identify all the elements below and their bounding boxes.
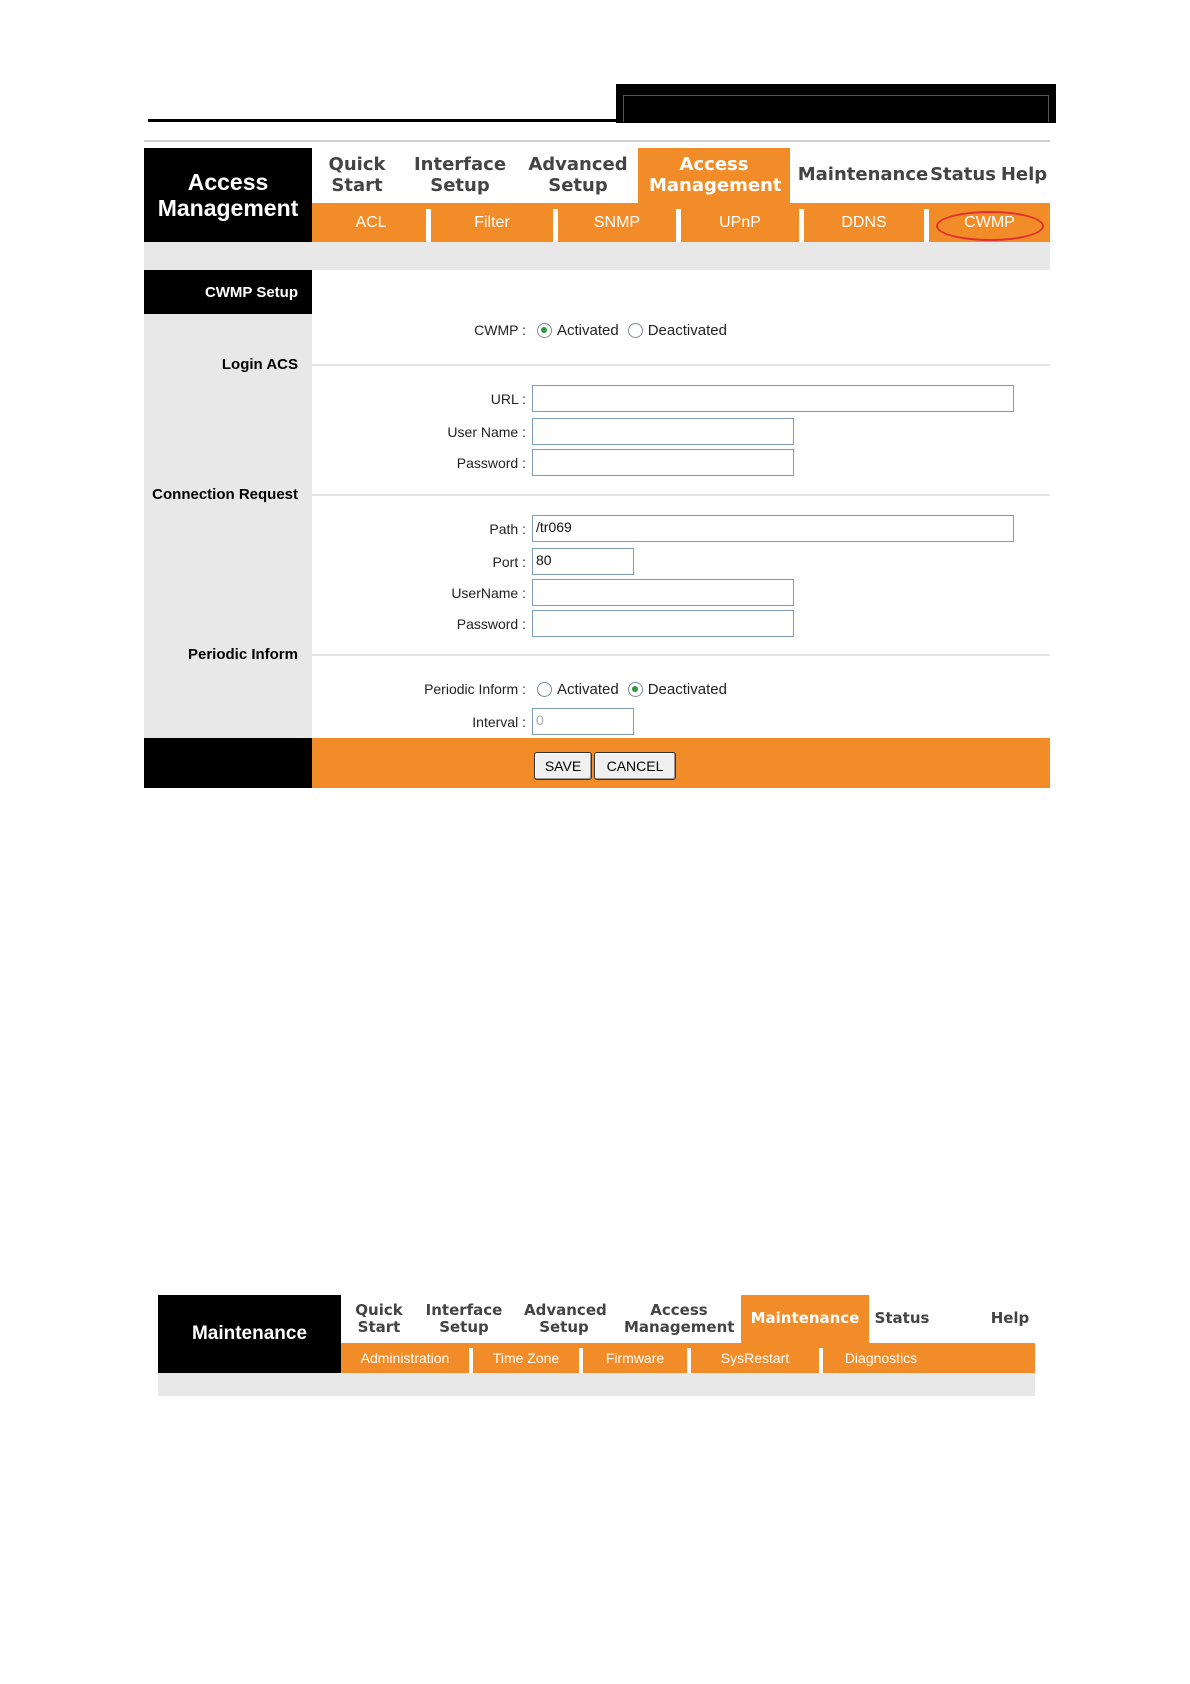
subtab2-time-zone-label: Time Zone <box>492 1350 560 1366</box>
periodic-deactivated-label: Deactivated <box>647 681 727 698</box>
tab-advanced-setup-label: Advanced Setup <box>528 153 628 196</box>
cwmp-activated-radio[interactable] <box>537 323 552 338</box>
port-input[interactable]: 80 <box>532 548 634 575</box>
page-title-text: CWMP Setup <box>204 283 298 301</box>
tab2-maintenance-label: Maintenance <box>750 1309 860 1328</box>
acs-password-input[interactable] <box>532 449 794 476</box>
page-header-rule <box>148 119 618 122</box>
path-label: Path : <box>489 521 526 537</box>
cancel-button[interactable]: CANCEL <box>594 752 676 780</box>
tab2-access-management-label: Access Management <box>624 1300 735 1336</box>
cwmp-deactivated-label: Deactivated <box>647 322 727 339</box>
subtab2-administration-label: Administration <box>360 1350 450 1366</box>
subtab-acl-label: ACL <box>355 213 387 231</box>
subtab-ddns[interactable] <box>804 203 924 242</box>
tab2-maintenance[interactable] <box>741 1295 869 1343</box>
periodic-inform-label: Periodic Inform : <box>424 681 526 697</box>
tab-quick-start[interactable] <box>312 148 402 203</box>
cwmp-label: CWMP : <box>474 322 526 338</box>
tab2-advanced-setup[interactable] <box>511 1295 617 1343</box>
tab2-quick-start-label: Quick Start <box>355 1300 403 1336</box>
tab-maintenance[interactable] <box>796 148 930 203</box>
tab2-access-management[interactable] <box>617 1295 741 1343</box>
tab2-help-label: Help <box>990 1309 1030 1328</box>
section-divider <box>312 654 1050 656</box>
section-login-acs: Login ACS <box>221 356 298 373</box>
section-logo <box>144 148 312 242</box>
acs-password-label: Password : <box>456 455 526 471</box>
cr-password-input[interactable] <box>532 610 794 637</box>
subtab-filter[interactable] <box>431 203 553 242</box>
tab-advanced-setup[interactable] <box>518 148 638 203</box>
cwmp-radio-group <box>537 322 727 339</box>
subtab2-time-zone[interactable] <box>473 1343 579 1373</box>
cr-username-input[interactable] <box>532 579 794 606</box>
subtab-upnp-label: UPnP <box>719 213 761 231</box>
subtab-snmp-label: SNMP <box>593 213 641 231</box>
subtab-filter-label: Filter <box>474 213 510 231</box>
tab2-interface-setup[interactable] <box>417 1295 511 1343</box>
section-divider <box>312 494 1050 496</box>
cr-password-label: Password : <box>456 616 526 632</box>
periodic-activated-radio[interactable] <box>537 682 552 697</box>
cwmp-deactivated-radio[interactable] <box>628 323 643 338</box>
footer-left <box>144 738 312 788</box>
left-column <box>144 270 312 738</box>
port-label: Port : <box>492 554 526 570</box>
tab2-interface-setup-label: Interface Setup <box>425 1300 503 1336</box>
tab2-status[interactable] <box>869 1295 935 1343</box>
url-input[interactable] <box>532 385 1014 412</box>
tab-help[interactable] <box>996 148 1052 203</box>
path-input[interactable]: /tr069 <box>532 515 1014 542</box>
section-divider <box>312 364 1050 366</box>
acs-username-label: User Name : <box>447 424 526 440</box>
periodic-activated-label: Activated <box>557 681 619 698</box>
tab2-help[interactable] <box>985 1295 1035 1343</box>
content-top-strip <box>144 242 1050 270</box>
tab-status[interactable] <box>930 148 996 203</box>
maintenance-content-strip <box>158 1373 1035 1396</box>
cwmp-activated-label: Activated <box>557 322 619 339</box>
subtab2-sysrestart[interactable] <box>691 1343 819 1373</box>
tab-interface-setup[interactable] <box>402 148 518 203</box>
subtab2-sysrestart-label: SysRestart <box>720 1350 790 1366</box>
interval-input[interactable]: 0 <box>532 708 634 735</box>
cwmp-highlight-oval <box>936 211 1044 241</box>
tab-status-label: Status <box>930 164 996 186</box>
interval-label: Interval : <box>472 714 526 730</box>
tab2-status-label: Status <box>874 1309 930 1328</box>
tab2-quick-start[interactable] <box>341 1295 417 1343</box>
subtab2-administration[interactable] <box>341 1343 469 1373</box>
tab-help-label: Help <box>1000 164 1048 186</box>
save-button[interactable]: SAVE <box>534 752 592 780</box>
subtab2-diagnostics-label: Diagnostics <box>844 1350 918 1366</box>
tab-interface-setup-label: Interface Setup <box>413 153 507 196</box>
url-label: URL : <box>490 391 526 407</box>
subtab-acl[interactable] <box>312 203 430 242</box>
subtab2-firmware-label: Firmware <box>605 1350 665 1366</box>
subtab-upnp[interactable] <box>681 203 799 242</box>
page-title <box>144 270 312 314</box>
page-header-inner-frame <box>623 95 1049 122</box>
acs-username-input[interactable] <box>532 418 794 445</box>
section-logo-text: Access Management <box>157 168 299 221</box>
maintenance-logo-text: Maintenance <box>191 1323 308 1344</box>
tab-access-management[interactable] <box>638 148 790 203</box>
subtab-snmp[interactable] <box>558 203 676 242</box>
periodic-deactivated-radio[interactable] <box>628 682 643 697</box>
tab-maintenance-label: Maintenance <box>797 164 929 186</box>
section-periodic-inform: Periodic Inform <box>187 646 298 663</box>
section-connection-request: Connection Request <box>152 486 298 503</box>
maintenance-logo <box>158 1295 341 1373</box>
page-header-divider <box>144 140 1050 142</box>
tab2-advanced-setup-label: Advanced Setup <box>524 1300 607 1336</box>
tab-access-management-label: Access Management <box>649 153 782 196</box>
footer-bar <box>312 738 1050 788</box>
tab-quick-start-label: Quick Start <box>328 153 386 196</box>
cr-username-label: UserName : <box>451 585 526 601</box>
subtab-cwmp-label: CWMP <box>964 213 1015 231</box>
subtab-ddns-label: DDNS <box>841 213 887 231</box>
periodic-inform-radio-group <box>537 681 727 698</box>
subtab2-firmware[interactable] <box>583 1343 687 1373</box>
subtab2-diagnostics[interactable] <box>823 1343 939 1373</box>
